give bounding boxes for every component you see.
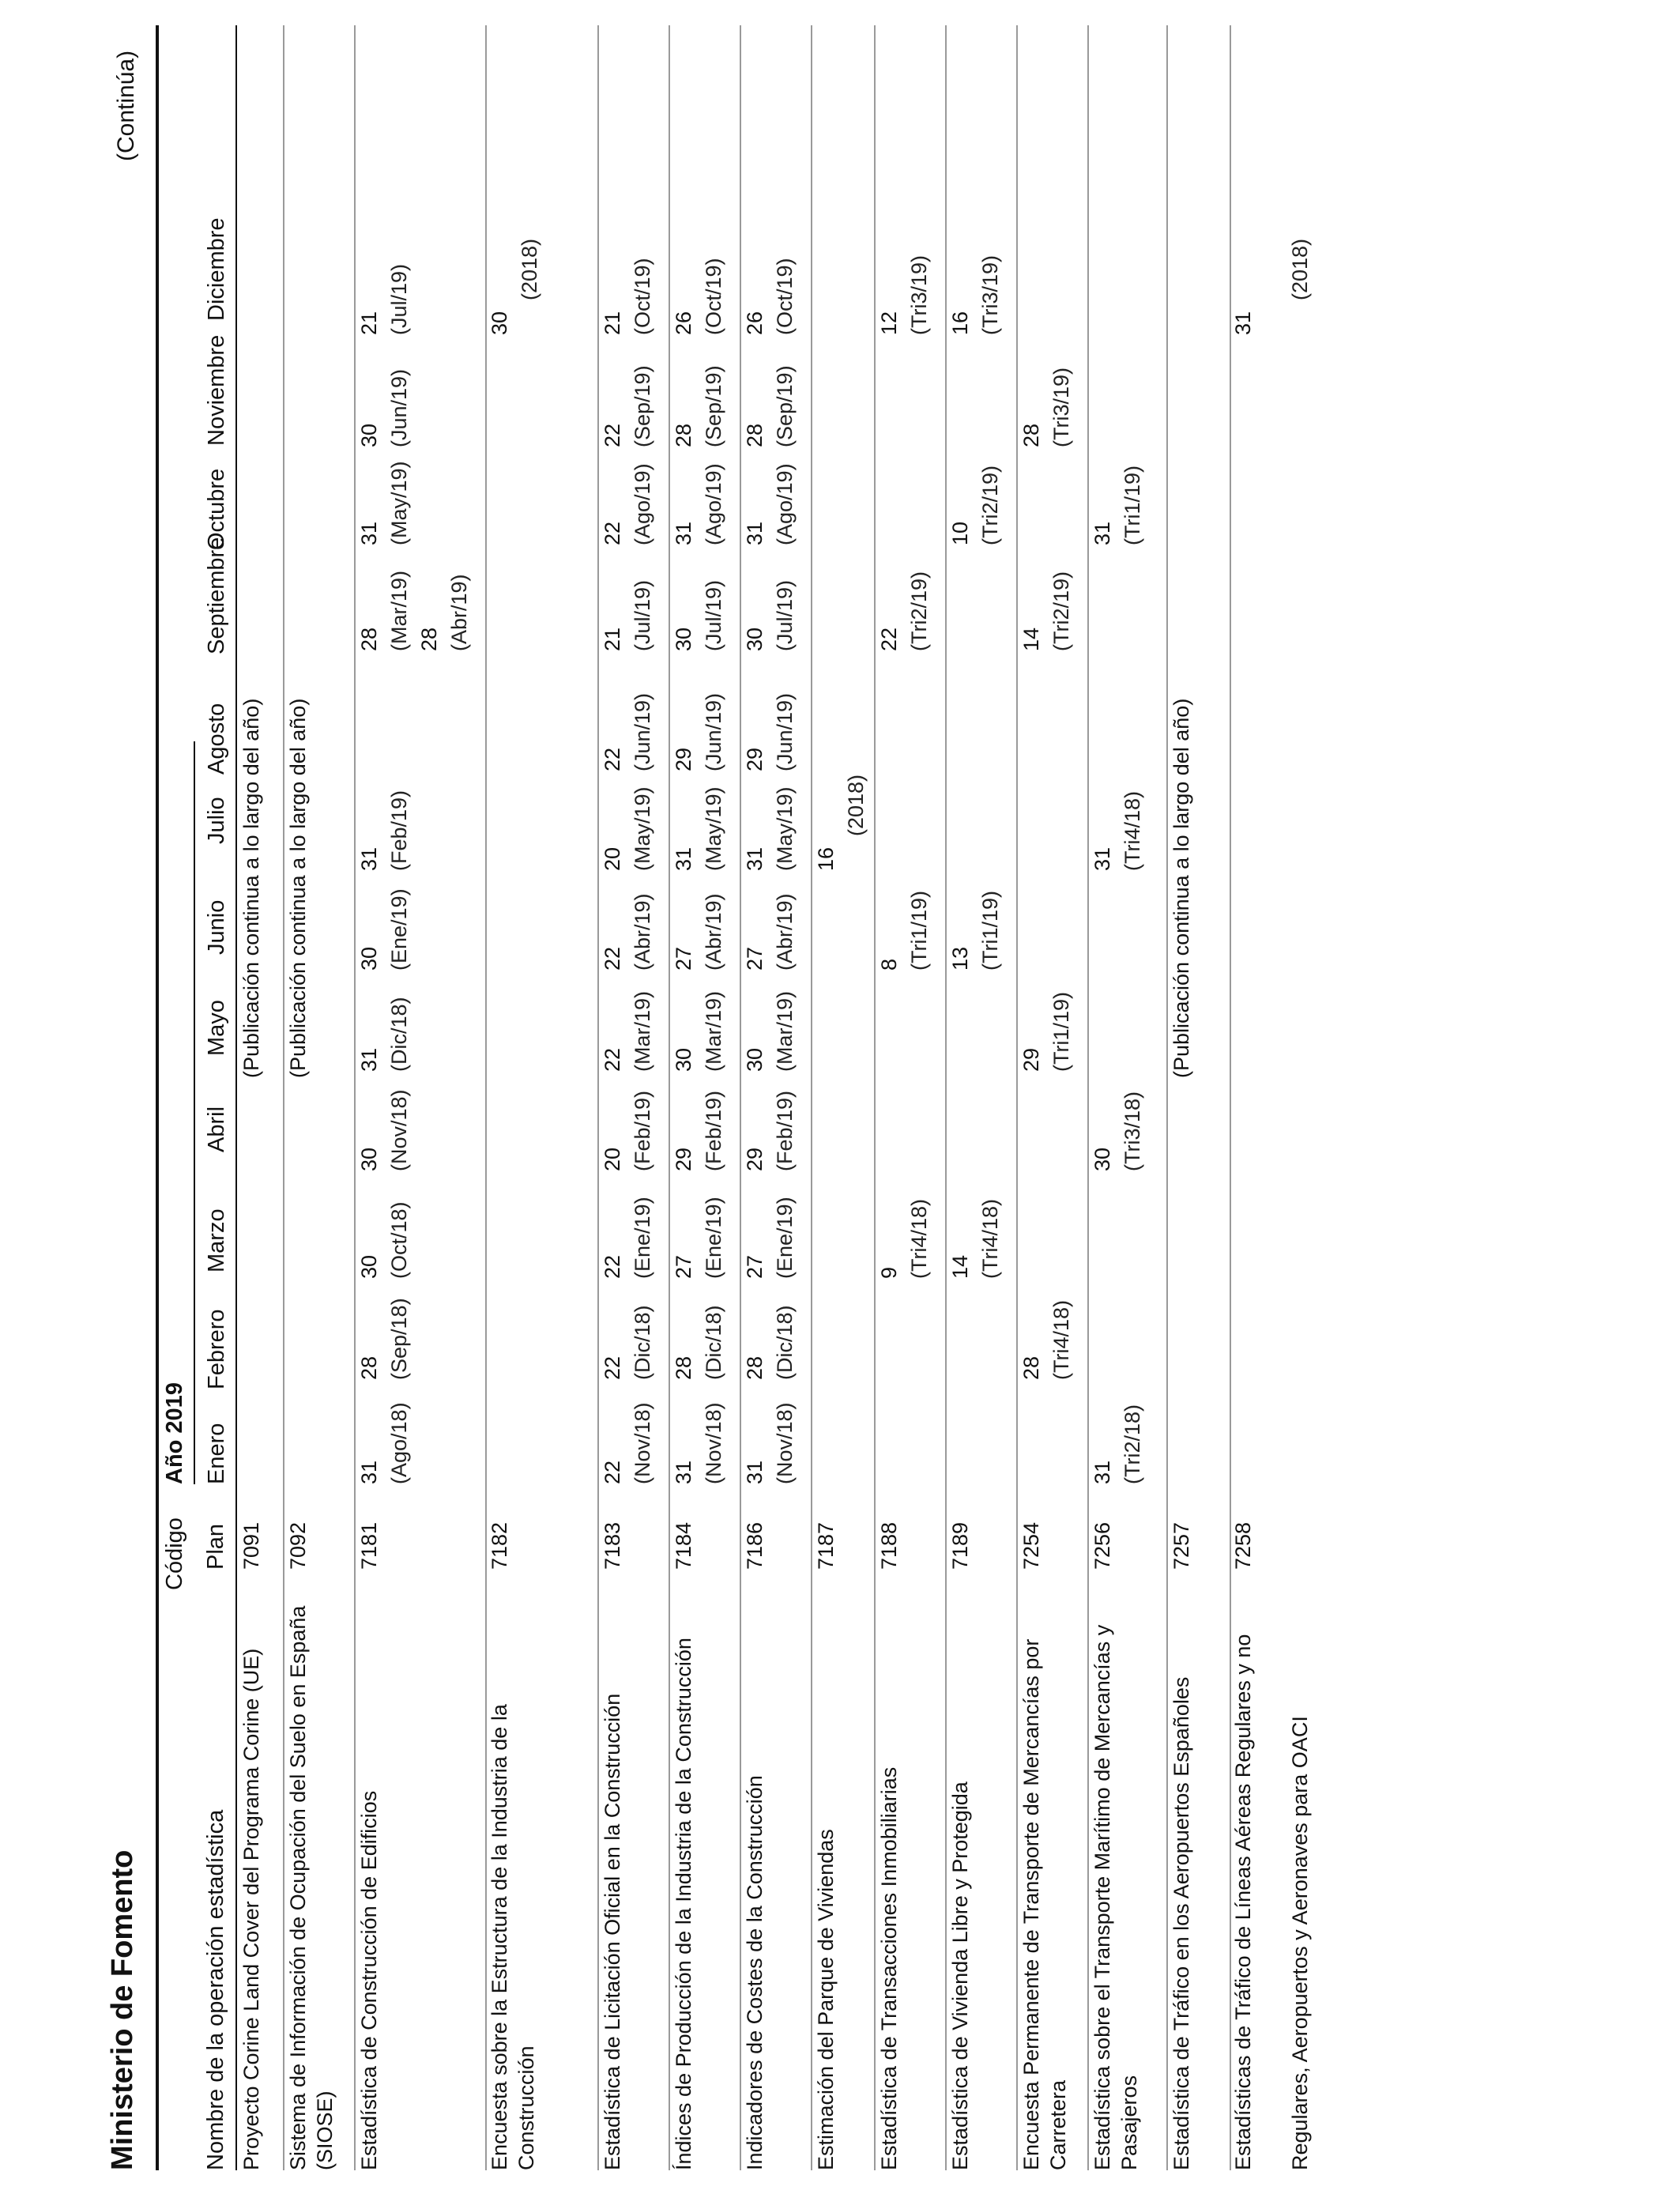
cell-day: 30 bbox=[357, 946, 381, 971]
cell-period: (Sep/18) bbox=[387, 1298, 411, 1380]
cell-day: 13 bbox=[948, 946, 972, 971]
cell-period: (Tri2/19) bbox=[907, 571, 931, 651]
ministry-title: Ministerio de Fomento bbox=[106, 1849, 139, 2170]
cell-period: (Ago/19) bbox=[773, 463, 797, 545]
operation-name: Proyecto Corine Land Cover del Programa Corine (UE) bbox=[239, 1648, 263, 2170]
cell-period: (Oct/18) bbox=[387, 1201, 411, 1279]
month-header-0: Enero bbox=[204, 1423, 229, 1484]
operation-name-cont: Pasajeros bbox=[1117, 2075, 1141, 2170]
cell-day: 29 bbox=[1019, 1047, 1043, 1072]
month-header-8: Septiembre bbox=[204, 537, 229, 654]
cell-period: (Ene/19) bbox=[387, 888, 411, 971]
cell-period: (Ene/19) bbox=[631, 1197, 654, 1279]
cell-day: 22 bbox=[601, 747, 624, 771]
plan-code: 7258 bbox=[1231, 1521, 1255, 1570]
cell-period: (Jul/19) bbox=[773, 579, 797, 651]
cell-period: (2018) bbox=[844, 774, 868, 836]
cell-period: (Tri3/19) bbox=[978, 254, 1002, 335]
month-header-11: Diciembre bbox=[204, 217, 229, 321]
operation-name: Estadística de Licitación Oficial en la Construcción bbox=[601, 1693, 624, 2170]
cell-day: 30 bbox=[743, 1047, 767, 1072]
cell-day: 20 bbox=[601, 846, 624, 871]
month-header-9: Octubre bbox=[204, 468, 229, 550]
cell-period: (May/19) bbox=[387, 461, 411, 545]
month-header-10: Noviembre bbox=[204, 334, 229, 446]
header-rule bbox=[235, 25, 237, 2170]
cell-day: 27 bbox=[743, 946, 767, 971]
cell-period: (Oct/19) bbox=[631, 258, 654, 335]
plan-code: 7181 bbox=[357, 1521, 381, 1570]
cell-period: (Ene/19) bbox=[773, 1197, 797, 1279]
cell-period: (Jun/19) bbox=[773, 692, 797, 771]
cell-period: (Abr/19) bbox=[773, 893, 797, 971]
cell-period: (Tri3/19) bbox=[1049, 367, 1073, 447]
cell-period: (Tri2/18) bbox=[1121, 1404, 1144, 1484]
cell-period: (Dic/18) bbox=[631, 1305, 654, 1380]
cell-day: 29 bbox=[672, 1147, 695, 1171]
operation-name-cont: Carretera bbox=[1046, 2079, 1070, 2170]
cell-day: 31 bbox=[672, 846, 695, 871]
cell-period: (Dic/18) bbox=[387, 997, 411, 1072]
cell-period: (Feb/19) bbox=[631, 1090, 654, 1171]
cell-day: 27 bbox=[672, 1254, 695, 1279]
cell-day: 31 bbox=[1090, 521, 1114, 545]
cell-period: (Jun/19) bbox=[387, 368, 411, 447]
cell-day: 22 bbox=[601, 946, 624, 971]
cell-day: 31 bbox=[743, 521, 767, 545]
cell-day: 29 bbox=[743, 747, 767, 771]
cell-day: 10 bbox=[948, 521, 972, 545]
cell-period: (Tri1/19) bbox=[907, 890, 931, 971]
header-code: Código bbox=[162, 1517, 187, 1590]
cell-period: (Oct/19) bbox=[702, 258, 725, 335]
cell-day: 22 bbox=[601, 1047, 624, 1072]
cell-period: (Tri4/18) bbox=[1121, 790, 1144, 871]
cell-day: 31 bbox=[1090, 846, 1114, 871]
cell-day: 26 bbox=[672, 311, 695, 335]
operation-name: Estadística de Vivienda Libre y Protegida bbox=[948, 1781, 972, 2170]
cell-period: (Tri1/19) bbox=[1121, 465, 1144, 545]
plan-code: 7183 bbox=[601, 1521, 624, 1570]
plan-code: 7256 bbox=[1090, 1521, 1114, 1570]
cell-period: (2018) bbox=[518, 238, 541, 300]
cell-period: (Tri4/18) bbox=[1049, 1299, 1073, 1380]
header-plan: Plan bbox=[203, 1523, 228, 1570]
header-year: Año 2019 bbox=[162, 1382, 187, 1484]
row-divider bbox=[597, 25, 599, 2170]
row-divider bbox=[485, 25, 487, 2170]
row-divider bbox=[874, 25, 876, 2170]
cell-day: 30 bbox=[357, 1254, 381, 1279]
operation-name: Encuesta sobre la Estructura de la Industria de la bbox=[488, 1704, 511, 2170]
cell-period: (Sep/19) bbox=[773, 365, 797, 447]
cell-day: 31 bbox=[743, 846, 767, 871]
cell-day: 22 bbox=[601, 1254, 624, 1279]
cell-day: 27 bbox=[743, 1254, 767, 1279]
cell-day: 14 bbox=[948, 1254, 972, 1279]
cell-day: 30 bbox=[357, 423, 381, 447]
cell-day: 31 bbox=[357, 1047, 381, 1072]
operation-name: Estadísticas de Tráfico de Líneas Aéreas Regulares y no bbox=[1231, 1634, 1255, 2170]
operation-name: Estadística sobre el Transporte Marítimo de Mercancías y bbox=[1090, 1624, 1114, 2170]
cell-period: (Abr/19) bbox=[447, 574, 471, 651]
cell-period: (Nov/18) bbox=[387, 1089, 411, 1171]
operation-name: Encuesta Permanente de Transporte de Mercancías por bbox=[1019, 1638, 1043, 2170]
cell-period: (Jul/19) bbox=[702, 579, 725, 651]
cell-period: (Tri2/19) bbox=[1049, 571, 1073, 651]
cell-day: 27 bbox=[672, 946, 695, 971]
cell-period: (Feb/19) bbox=[773, 1090, 797, 1171]
cell-day: 31 bbox=[357, 846, 381, 871]
operation-name-cont: Regulares, Aeropuertos y Aeronaves para OACI bbox=[1288, 1716, 1312, 2170]
cell-day: 28 bbox=[672, 1355, 695, 1380]
cell-period: (Feb/19) bbox=[702, 1090, 725, 1171]
cell-day: 31 bbox=[672, 1460, 695, 1484]
publication-note: (Publicación continua a lo largo del año) bbox=[286, 698, 310, 1078]
cell-day: 21 bbox=[601, 311, 624, 335]
cell-period: (Jun/19) bbox=[631, 692, 654, 771]
operation-name: Sistema de Información de Ocupación del Suelo en España bbox=[286, 1605, 310, 2170]
cell-day: 16 bbox=[814, 846, 838, 871]
cell-day: 28 bbox=[417, 627, 441, 651]
row-divider bbox=[669, 25, 670, 2170]
cell-day: 28 bbox=[1019, 423, 1043, 447]
cell-period: (Ago/18) bbox=[387, 1402, 411, 1484]
row-divider bbox=[354, 25, 356, 2170]
cell-day: 20 bbox=[601, 1147, 624, 1171]
operation-name: Estadística de Transacciones Inmobiliarias bbox=[877, 1766, 901, 2170]
cell-period: (Tri3/18) bbox=[1121, 1091, 1144, 1171]
month-header-4: Mayo bbox=[204, 1000, 229, 1056]
plan-code: 7182 bbox=[488, 1521, 511, 1570]
cell-period: (May/19) bbox=[631, 786, 654, 871]
plan-code: 7189 bbox=[948, 1521, 972, 1570]
cell-day: 14 bbox=[1019, 627, 1043, 651]
cell-period: (Mar/19) bbox=[387, 570, 411, 651]
operation-name: Estadística de Tráfico en los Aeropuertos Españoles bbox=[1170, 1676, 1193, 2170]
cell-period: (Sep/19) bbox=[631, 365, 654, 447]
cell-day: 21 bbox=[601, 627, 624, 651]
cell-day: 30 bbox=[1090, 1147, 1114, 1171]
plan-code: 7092 bbox=[286, 1521, 310, 1570]
cell-day: 22 bbox=[601, 423, 624, 447]
plan-code: 7257 bbox=[1170, 1521, 1193, 1570]
cell-day: 31 bbox=[743, 1460, 767, 1484]
cell-period: (May/19) bbox=[773, 786, 797, 871]
cell-day: 22 bbox=[601, 521, 624, 545]
cell-day: 21 bbox=[357, 311, 381, 335]
month-header-7: Agosto bbox=[204, 703, 229, 775]
row-divider bbox=[1087, 25, 1089, 2170]
cell-period: (2018) bbox=[1288, 238, 1312, 300]
month-header-2: Marzo bbox=[204, 1208, 229, 1272]
cell-day: 28 bbox=[743, 1355, 767, 1380]
month-header-6: Julio bbox=[204, 797, 229, 844]
cell-period: (Jul/19) bbox=[387, 263, 411, 335]
continuation-note: (Continúa) bbox=[113, 50, 139, 161]
cell-period: (Tri4/18) bbox=[978, 1198, 1002, 1279]
plan-code: 7184 bbox=[672, 1521, 695, 1570]
cell-day: 30 bbox=[357, 1147, 381, 1171]
operation-name-cont: (SIOSE) bbox=[313, 2090, 337, 2170]
cell-period: (Sep/19) bbox=[702, 365, 725, 447]
row-divider bbox=[1016, 25, 1018, 2170]
cell-period: (Mar/19) bbox=[631, 990, 654, 1072]
operation-name: Estimación del Parque de Viviendas bbox=[814, 1829, 838, 2170]
cell-day: 22 bbox=[877, 627, 901, 651]
plan-code: 7091 bbox=[239, 1521, 263, 1570]
cell-day: 29 bbox=[672, 747, 695, 771]
cell-day: 30 bbox=[672, 627, 695, 651]
cell-period: (Feb/19) bbox=[387, 790, 411, 871]
cell-day: 12 bbox=[877, 311, 901, 335]
cell-period: (Abr/19) bbox=[702, 893, 725, 971]
cell-day: 28 bbox=[743, 423, 767, 447]
cell-day: 26 bbox=[743, 311, 767, 335]
cell-day: 28 bbox=[357, 1355, 381, 1380]
cell-period: (Tri1/19) bbox=[1049, 991, 1073, 1072]
cell-day: 9 bbox=[877, 1266, 901, 1279]
publication-note: (Publicación continua a lo largo del año) bbox=[239, 698, 263, 1078]
cell-period: (Mar/19) bbox=[702, 990, 725, 1072]
row-divider bbox=[1166, 25, 1168, 2170]
row-divider bbox=[945, 25, 947, 2170]
cell-day: 28 bbox=[1019, 1355, 1043, 1380]
cell-period: (Tri2/19) bbox=[978, 465, 1002, 545]
plan-code: 7188 bbox=[877, 1521, 901, 1570]
cell-day: 29 bbox=[743, 1147, 767, 1171]
cell-period: (Jul/19) bbox=[631, 579, 654, 651]
cell-day: 31 bbox=[1090, 1460, 1114, 1484]
cell-period: (Dic/18) bbox=[773, 1305, 797, 1380]
header-operation-name: Nombre de la operación estadística bbox=[203, 1809, 228, 2170]
cell-day: 30 bbox=[672, 1047, 695, 1072]
cell-day: 22 bbox=[601, 1460, 624, 1484]
row-divider bbox=[740, 25, 741, 2170]
cell-day: 31 bbox=[1231, 311, 1255, 335]
month-header-3: Abril bbox=[204, 1106, 229, 1152]
cell-period: (Ago/19) bbox=[702, 463, 725, 545]
cell-period: (Tri1/19) bbox=[978, 890, 1002, 971]
row-divider bbox=[811, 25, 812, 2170]
operation-name-cont: Construcción bbox=[514, 2045, 538, 2170]
cell-day: 31 bbox=[357, 1460, 381, 1484]
operation-name: Indicadores de Costes de la Construcción bbox=[743, 1775, 767, 2170]
cell-day: 8 bbox=[877, 958, 901, 971]
cell-day: 22 bbox=[601, 1355, 624, 1380]
title-rule bbox=[156, 25, 159, 2170]
plan-code: 7187 bbox=[814, 1521, 838, 1570]
plan-code: 7254 bbox=[1019, 1521, 1043, 1570]
cell-period: (Oct/19) bbox=[773, 258, 797, 335]
cell-day: 28 bbox=[357, 627, 381, 651]
cell-period: (Tri3/19) bbox=[907, 254, 931, 335]
cell-period: (Jun/19) bbox=[702, 692, 725, 771]
cell-period: (Ene/19) bbox=[702, 1197, 725, 1279]
cell-period: (Abr/19) bbox=[631, 893, 654, 971]
month-header-1: Febrero bbox=[204, 1309, 229, 1389]
cell-day: 16 bbox=[948, 311, 972, 335]
month-header-5: Junio bbox=[204, 899, 229, 955]
year-underline bbox=[194, 741, 195, 1484]
cell-day: 31 bbox=[672, 521, 695, 545]
cell-period: (Dic/18) bbox=[702, 1305, 725, 1380]
cell-period: (Mar/19) bbox=[773, 990, 797, 1072]
cell-day: 28 bbox=[672, 423, 695, 447]
cell-day: 30 bbox=[488, 311, 511, 335]
cell-period: (Tri4/18) bbox=[907, 1198, 931, 1279]
cell-period: (Ago/19) bbox=[631, 463, 654, 545]
operation-name: Estadística de Construcción de Edificios bbox=[357, 1790, 381, 2170]
publication-note: (Publicación continua a lo largo del año) bbox=[1170, 698, 1193, 1078]
cell-period: (Nov/18) bbox=[702, 1402, 725, 1484]
cell-period: (May/19) bbox=[702, 786, 725, 871]
row-divider bbox=[283, 25, 284, 2170]
cell-period: (Nov/18) bbox=[631, 1402, 654, 1484]
cell-day: 31 bbox=[357, 521, 381, 545]
operation-name: Índices de Producción de la Industria de la Construcción bbox=[672, 1638, 695, 2170]
cell-period: (Nov/18) bbox=[773, 1402, 797, 1484]
cell-day: 30 bbox=[743, 627, 767, 651]
plan-code: 7186 bbox=[743, 1521, 767, 1570]
